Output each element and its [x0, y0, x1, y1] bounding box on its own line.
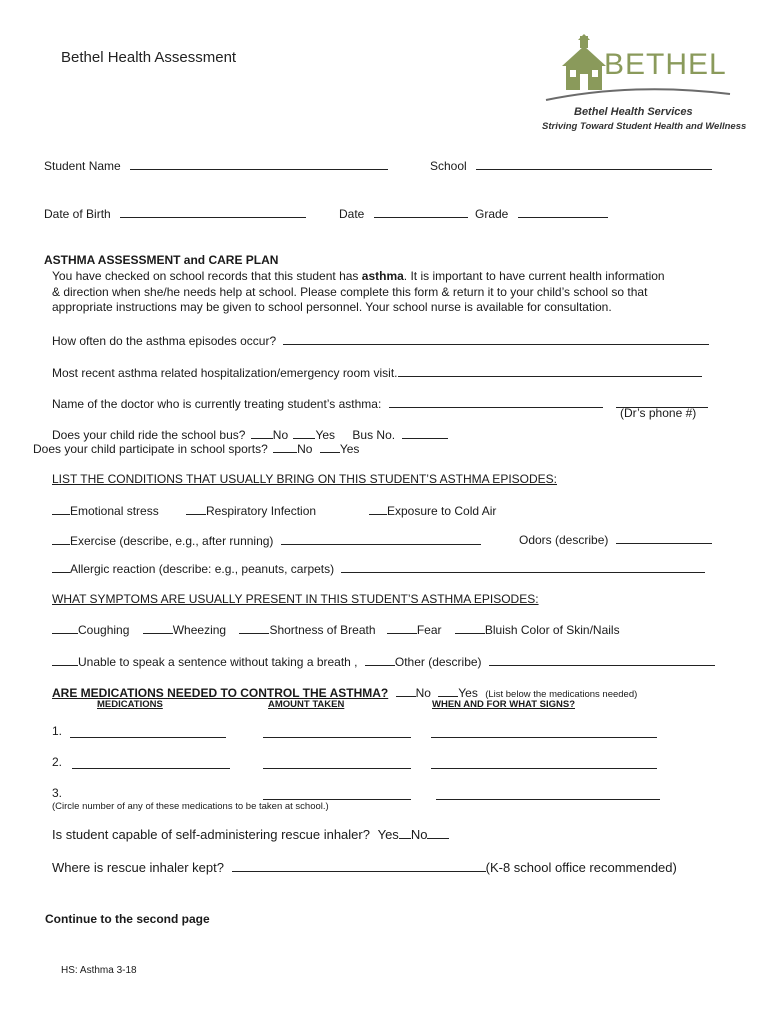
medications-heading: ARE MEDICATIONS NEEDED TO CONTROL THE ASTHMA?: [52, 686, 389, 700]
date-label: Date: [339, 207, 365, 221]
student-name-field[interactable]: [130, 157, 388, 170]
drs-phone-label: (Dr’s phone #): [620, 406, 697, 420]
bethel-logo: [540, 34, 747, 134]
condition-emotional: [52, 503, 159, 518]
date-field[interactable]: [374, 205, 468, 218]
medications-question-row: [52, 685, 637, 700]
coughing-checkbox[interactable]: [52, 622, 78, 634]
intro-text-c: . It is important to have current health information: [403, 269, 665, 283]
wheezing-checkbox[interactable]: [143, 622, 173, 634]
grade-row: [475, 205, 608, 221]
meds-no-checkbox[interactable]: [396, 685, 416, 697]
intro-line-3: appropriate instructions may be given to school personnel. Your school nurse is available for consultation.: [52, 300, 612, 314]
circle-note: (Circle number of any of these medications to be taken at school.): [52, 801, 329, 812]
school-label: School: [430, 159, 467, 173]
bus-number-field[interactable]: [402, 426, 448, 439]
med-row-3: [52, 786, 62, 800]
condition-respiratory: [186, 503, 316, 518]
meds-yes-checkbox[interactable]: [438, 685, 458, 697]
dob-label: Date of Birth: [44, 207, 111, 221]
med-row-3-number: 3.: [52, 786, 63, 800]
unable-checkbox[interactable]: [52, 654, 78, 666]
sports-question: Does your child participate in school sports?: [33, 442, 268, 456]
condition-cold: [369, 503, 496, 518]
odors-describe-field[interactable]: [616, 532, 712, 544]
inhaler-yes-checkbox[interactable]: [399, 827, 411, 839]
allergic-describe-field[interactable]: [341, 560, 705, 573]
inhaler-capable-row: [52, 827, 449, 842]
bluish-label: Bluish Color of Skin/Nails: [484, 623, 620, 637]
form-code: HS: Asthma 3-18: [61, 965, 137, 976]
bus-yes-label: Yes: [315, 428, 336, 442]
section-heading-asthma: ASTHMA ASSESSMENT and CARE PLAN: [44, 253, 279, 267]
exercise-checkbox[interactable]: [52, 533, 70, 545]
intro-text-a: You have checked on school records that this student has: [52, 269, 362, 283]
dob-row: [44, 205, 306, 221]
symptoms-heading: WHAT SYMPTOMS ARE USUALLY PRESENT IN THIS STUDENT’S ASTHMA EPISODES:: [52, 592, 539, 606]
bus-row: [52, 426, 448, 442]
intro-line-1: [52, 269, 665, 283]
cold-label: Exposure to Cold Air: [387, 504, 497, 518]
sports-no-checkbox[interactable]: [273, 441, 297, 453]
med-2-when-field[interactable]: [431, 756, 657, 769]
grade-label: Grade: [475, 207, 509, 221]
doctor-label: Name of the doctor who is currently treating student’s asthma:: [52, 397, 382, 411]
med-2-amount-field[interactable]: [263, 756, 411, 769]
student-name-label: Student Name: [44, 159, 121, 173]
respiratory-label: Respiratory Infection: [206, 504, 317, 518]
conditions-heading: LIST THE CONDITIONS THAT USUALLY BRING ON THIS STUDENT’S ASTHMA EPISODES:: [52, 472, 557, 486]
exercise-label: Exercise (describe, e.g., after running): [70, 534, 274, 548]
intro-text-bold: asthma: [361, 269, 404, 283]
inhaler-kept-question: Where is rescue inhaler kept?: [52, 860, 224, 875]
allergic-label: Allergic reaction (describe: e.g., peanuts, carpets): [70, 562, 335, 576]
sports-row: [33, 441, 359, 456]
episodes-frequency-field[interactable]: [283, 332, 709, 345]
episodes-frequency-label: How often do the asthma episodes occur?: [52, 334, 277, 348]
logo-name: BETHEL: [604, 48, 727, 81]
school-row: [430, 157, 712, 173]
med-1-name-field[interactable]: [70, 725, 226, 738]
odors-label: Odors (describe): [519, 533, 609, 547]
date-row: [339, 205, 468, 221]
sports-no-label: No: [297, 442, 313, 456]
hospitalization-field[interactable]: [398, 364, 702, 377]
logo-subtitle: Bethel Health Services: [574, 106, 693, 118]
shortness-checkbox[interactable]: [239, 622, 269, 634]
inhaler-kept-row: [52, 859, 677, 875]
other-label: Other (describe): [394, 655, 482, 669]
bus-yes-checkbox[interactable]: [293, 427, 315, 439]
col-medications: MEDICATIONS: [97, 699, 163, 710]
school-field[interactable]: [476, 157, 712, 170]
bus-no-label: No: [272, 428, 289, 442]
inhaler-no-label: No: [410, 827, 428, 842]
unable-label: Unable to speak a sentence without taking a breath ,: [78, 655, 358, 669]
shortness-label: Shortness of Breath: [269, 623, 376, 637]
fear-checkbox[interactable]: [387, 622, 417, 634]
allergic-checkbox[interactable]: [52, 561, 70, 573]
bus-question: Does your child ride the school bus?: [52, 428, 246, 442]
meds-yes-label: Yes: [458, 686, 478, 700]
doctor-row: [52, 395, 708, 411]
other-describe-field[interactable]: [489, 653, 715, 666]
sports-yes-label: Yes: [339, 442, 360, 456]
meds-yes-note: (List below the medications needed): [485, 689, 638, 700]
med-row-2-number: 2.: [52, 755, 63, 769]
inhaler-kept-field[interactable]: [232, 859, 486, 872]
bus-no-checkbox[interactable]: [251, 427, 273, 439]
hospitalization-label: Most recent asthma related hospitalization/emergency room visit.: [52, 366, 398, 380]
wheezing-label: Wheezing: [172, 623, 227, 637]
exercise-describe-field[interactable]: [281, 532, 481, 545]
meds-no-label: No: [415, 686, 431, 700]
med-3-amount-field[interactable]: [263, 787, 411, 800]
inhaler-yes-label: Yes: [377, 827, 399, 842]
inhaler-no-checkbox[interactable]: [427, 827, 449, 839]
condition-exercise: [52, 532, 481, 548]
cold-checkbox[interactable]: [369, 503, 387, 515]
fear-label: Fear: [416, 623, 442, 637]
episodes-frequency-row: [52, 332, 709, 348]
coughing-label: Coughing: [78, 623, 130, 637]
student-name-row: [44, 157, 388, 173]
grade-field[interactable]: [518, 205, 608, 218]
emotional-checkbox[interactable]: [52, 503, 70, 515]
dob-field[interactable]: [120, 205, 306, 218]
med-row-1-number: 1.: [52, 724, 63, 738]
med-1-when-field[interactable]: [431, 725, 657, 738]
col-when: WHEN AND FOR WHAT SIGNS?: [432, 699, 576, 710]
med-row-1: [52, 724, 62, 738]
inhaler-capable-question: Is student capable of self-administering rescue inhaler?: [52, 827, 370, 842]
emotional-label: Emotional stress: [70, 504, 159, 518]
continue-note: Continue to the second page: [45, 912, 210, 926]
symptoms-row-1: [52, 622, 620, 637]
other-checkbox[interactable]: [365, 654, 395, 666]
doctor-name-field[interactable]: [389, 395, 603, 408]
col-amount: AMOUNT TAKEN: [268, 699, 345, 710]
bluish-checkbox[interactable]: [455, 622, 485, 634]
respiratory-checkbox[interactable]: [186, 503, 206, 515]
med-row-2: [52, 755, 62, 769]
med-3-when-field[interactable]: [436, 787, 660, 800]
sports-yes-checkbox[interactable]: [320, 441, 340, 453]
condition-odors: [519, 532, 712, 547]
intro-line-2: & direction when she/he needs help at school. Please complete this form & return it to your child’s school so that: [52, 285, 648, 299]
page-title: Bethel Health Assessment: [61, 49, 237, 66]
condition-allergic: [52, 560, 705, 576]
inhaler-kept-note: (K-8 school office recommended): [485, 860, 677, 875]
bus-number-label: Bus No.: [352, 428, 396, 442]
med-1-amount-field[interactable]: [263, 725, 411, 738]
symptoms-row-2: [52, 653, 715, 669]
logo-swoosh: [544, 86, 734, 102]
logo-tagline: Striving Toward Student Health and Wellness: [542, 121, 747, 132]
med-2-name-field[interactable]: [72, 756, 230, 769]
hospitalization-row: [52, 364, 702, 380]
